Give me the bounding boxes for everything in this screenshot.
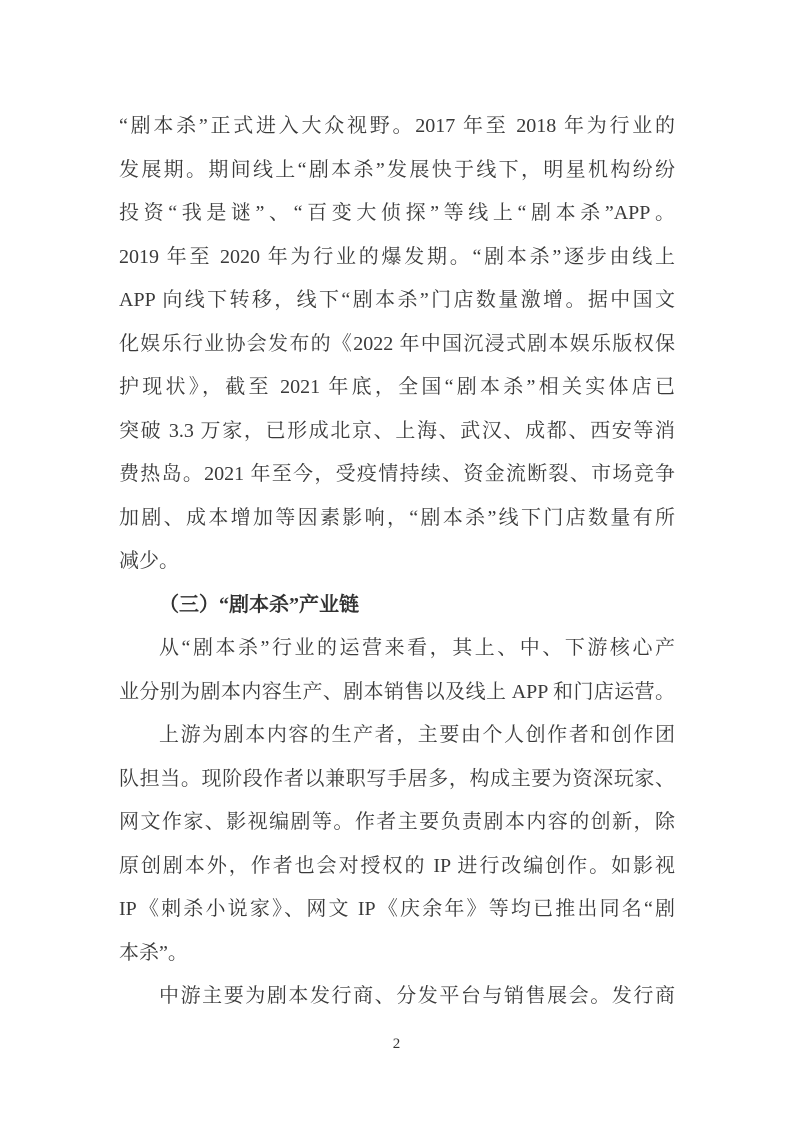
page-text — [119, 105, 675, 1019]
section-heading: （三）“剧本杀”产业链 — [159, 593, 359, 616]
text-line: 上游为剧本内容的生产者，主要由个人创作者和创作团 — [159, 724, 675, 746]
text-line: 网文作家、影视编剧等。作者主要负责剧本内容的创新，除 — [119, 811, 675, 833]
text-line: 业分别为剧本内容生产、剧本销售以及线上 APP 和门店运营。 — [119, 680, 675, 703]
text-line: 突破 3.3 万家，已形成北京、上海、武汉、成都、西安等消 — [119, 419, 675, 442]
text-line: 原创剧本外，作者也会对授权的 IP 进行改编创作。如影视 — [119, 854, 675, 877]
text-line: APP 向线下转移，线下“剧本杀”门店数量激增。据中国文 — [119, 289, 675, 311]
text-line: 费热岛。2021 年至今，受疫情持续、资金流断裂、市场竞争 — [119, 463, 675, 485]
text-line: 加剧、成本增加等因素影响，“剧本杀”线下门店数量有所 — [119, 506, 675, 529]
text-line: “剧本杀”正式进入大众视野。2017 年至 2018 年为行业的 — [119, 115, 675, 137]
text-line: 中游主要为剧本发行商、分发平台与销售展会。发行商 — [159, 985, 675, 1007]
text-line: 投资“我是谜”、“百变大侦探”等线上“剧本杀”APP。 — [119, 202, 675, 224]
text-line: 减少。 — [119, 550, 179, 572]
page-number: 2 — [392, 1036, 401, 1052]
text-line: 队担当。现阶段作者以兼职写手居多，构成主要为资深玩家、 — [119, 767, 675, 790]
text-line: 从“剧本杀”行业的运营来看，其上、中、下游核心产 — [159, 637, 675, 659]
text-line: IP《刺杀小说家》、网文 IP《庆余年》等均已推出同名“剧 — [119, 898, 675, 920]
text-line: 本杀”。 — [119, 941, 188, 964]
text-line: 护现状》，截至 2021 年底，全国“剧本杀”相关实体店已 — [119, 376, 675, 398]
text-line: 发展期。期间线上“剧本杀”发展快于线下，明星机构纷纷 — [119, 158, 675, 181]
text-line: 2019 年至 2020 年为行业的爆发期。“剧本杀”逐步由线上 — [119, 245, 675, 268]
text-line: 化娱乐行业协会发布的《2022 年中国沉浸式剧本娱乐版权保 — [119, 332, 675, 355]
